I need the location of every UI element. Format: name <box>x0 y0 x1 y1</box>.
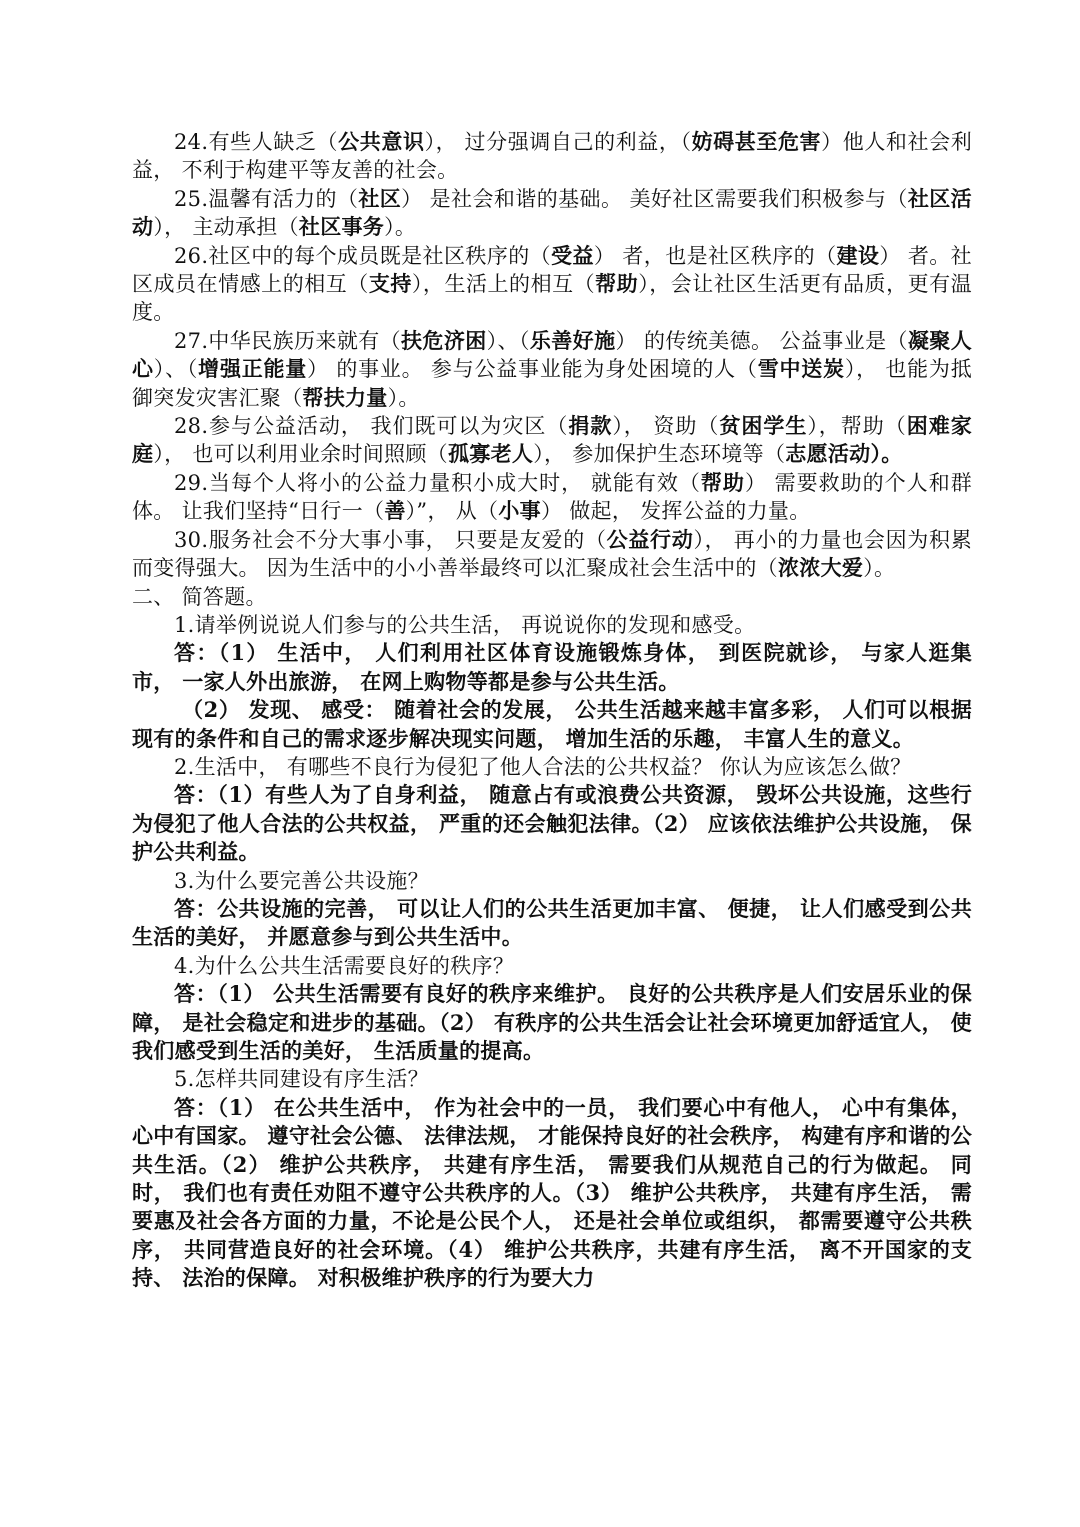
text-run: ）。 <box>387 385 420 410</box>
answer-blank: 捐款 <box>568 413 613 439</box>
answer-blank: 帮扶力量 <box>302 384 388 410</box>
text-run: ）， 资助（ <box>612 414 720 439</box>
answer-4: 答：（1） 公共生活需要有良好的秩序来维护。 良好的公共秩序是人们安居乐业的保障， 是社会稳定和进步的基础。（2） 有秩序的公共生活会让社会环境更加舒适宜人， 使我们感受到生活的美好， 生活质量的提高。 <box>132 981 972 1063</box>
document-page <box>132 128 972 1293</box>
fill-item-24 <box>132 128 972 185</box>
answer-blank: 困难家庭 <box>132 413 973 467</box>
question-3: 3.为什么要完善公共设施？ <box>174 868 429 893</box>
text-run: ）。 <box>863 556 896 581</box>
text-run: ） 的传统美德。 公益事业是（ <box>615 328 908 353</box>
fill-item-25 <box>132 185 972 242</box>
answer-blank: 受益 <box>551 242 594 268</box>
text-run: ）”， 从（ <box>405 499 499 524</box>
fill-item-28 <box>132 412 972 469</box>
text-run: ） 者。社区成员在情感上的相互（ <box>132 243 972 297</box>
text-run: 29.当每个人将小的公益力量积小成大时， 就能有效（ <box>174 470 701 495</box>
answer-blank: 帮助 <box>700 469 745 495</box>
text-run: ），生活上的相互（ <box>411 272 596 297</box>
section-heading: 二、 简答题。 <box>132 584 267 609</box>
answer-blank: 扶危济困 <box>401 327 487 353</box>
text-run: ）， 再小的力量也会因为积累而变得强大。 因为生活中的小小善举最终可以汇聚成社会生活中的（ <box>132 527 973 581</box>
question-5: 5.怎样共同建设有序生活？ <box>174 1067 429 1092</box>
text-run: ） 者，也是社区秩序的（ <box>593 243 837 268</box>
answer-blank: 乐善好施 <box>529 327 616 353</box>
answer-5: 答：（1） 在公共生活中， 作为社会中的一员， 我们要心中有他人， 心中有集体， 心中有国家。 遵守社会公德、 法律法规， 才能保持良好的社会秩序， 构建有序和谐的公共生活。（2） 维护公共秩序， 共建有序生活， 需要我们从规范自己的行为做起。 同时， 我们也有责任劝阻不遵守公共秩序的人。（3） 维护公共秩序， 共建有序生活， 需要惠及社会各方面的力量，不论是公民个人， 还是社会单位或组织， 都需要遵守公共秩序， 共同营造良好的社会环境。（4） 维护公共秩序，共建有序生活， 离不开国家的支持、 法治的保障。 对积极维护秩序的行为要大力 <box>132 1094 972 1291</box>
answer-blank: 凝聚人心 <box>132 327 973 382</box>
answer-blank: 雪中送炭 <box>757 356 845 382</box>
answer-3: 答：公共设施的完善， 可以让人们的公共生活更加丰富、 便捷， 让人们感受到公共生活的美好， 并愿意参与到公共生活中。 <box>132 895 972 950</box>
answer-blank: 贫困学生 <box>719 413 808 439</box>
text-run: ） 需要救助的个人和群体。 让我们坚持“日行一（ <box>132 470 973 524</box>
answer-blank: 公共意识 <box>338 129 425 154</box>
text-run: ）。 <box>384 215 417 240</box>
text-run: ），帮助（ <box>807 414 907 439</box>
text-run: ）、（ <box>486 328 530 353</box>
text-run: 25.温馨有活力的（ <box>174 186 359 211</box>
text-run: 30.服务社会不分大事小事， 只要是友爱的（ <box>174 527 607 552</box>
answer-blank: 小事 <box>498 498 541 524</box>
text-run: 27.中华民族历来就有（ <box>174 328 402 353</box>
text-run: ）、（ <box>153 357 199 382</box>
answer-blank: 妨碍甚至危害 <box>691 129 822 154</box>
answer-blank: 社区 <box>358 185 402 211</box>
text-run: ）他人和社会利益， 不利于构建平等友善的社会。 <box>132 130 973 183</box>
text-run: ） 的事业。 参与公益事业能为身处困境的人（ <box>307 357 758 382</box>
answer-blank: 浓浓大爱 <box>777 555 864 581</box>
text-run: 28.参与公益活动， 我们既可以为灾区（ <box>174 414 569 439</box>
answer-blank: 帮助 <box>595 271 639 297</box>
answer-2: 答：（1）有些人为了自身利益， 随意占有或浪费公共资源， 毁坏公共设施，这些行为侵犯了他人合法的公共权益， 严重的还会触犯法律。（2） 应该依法维护公共设施， 保护公共利益。 <box>132 782 972 865</box>
fill-item-27 <box>132 327 972 412</box>
question-1: 1.请举例说说人们参与的公共生活， 再说说你的发现和感受。 <box>174 612 756 637</box>
text-run: ）， 也可以利用业余时间照顾（ <box>153 442 448 467</box>
answer-blank: 社区活动 <box>132 185 972 240</box>
answer-blank: 增强正能量 <box>198 356 308 382</box>
answer-blank: 善 <box>384 498 406 524</box>
question-2: 2.生活中， 有哪些不良行为侵犯了他人合法的公共权益？ 你认为应该怎么做？ <box>174 754 912 779</box>
text-run: ） 是社会和谐的基础。 美好社区需要我们积极参与（ <box>401 186 908 211</box>
answer-blank: 社区事务 <box>298 214 385 240</box>
text-run: ） 做起， 发挥公益的力量。 <box>540 499 811 524</box>
text-run: ）， 也能为抵御突发灾害汇聚（ <box>132 357 973 410</box>
answer-blank: 建设 <box>836 242 880 268</box>
text-run: 26.社区中的每个成员既是社区秩序的（ <box>174 243 552 268</box>
answer-blank: 支持 <box>368 271 412 297</box>
answer-1-part-1: 答：（1） 生活中， 人们利用社区体育设施锻炼身体， 到医院就诊， 与家人逛集市， 一家人外出旅游， 在网上购物等都是参与公共生活。 <box>132 640 972 694</box>
text-run: ）， 参加保护生态环境等（ <box>533 442 786 467</box>
text-run: ）， 过分强调自己的利益，（ <box>424 130 692 154</box>
text-run: ）， 主动承担（ <box>153 215 299 240</box>
text-run: 24.有些人缺乏（ <box>174 130 339 154</box>
answer-1-part-2: （2） 发现、 感受： 随着社会的发展， 公共生活越来越丰富多彩， 人们可以根据现有的条件和自己的需求逐步解决现实问题， 增加生活的乐趣， 丰富人生的意义。 <box>132 697 972 751</box>
answer-blank: 公益行动 <box>606 526 694 552</box>
fill-item-30 <box>132 526 972 583</box>
answer-blank: 孤寡老人 <box>448 441 534 467</box>
fill-item-26 <box>132 242 972 327</box>
fill-item-29 <box>132 469 972 526</box>
question-4: 4.为什么公共生活需要良好的秩序？ <box>174 953 515 978</box>
text-run: ），会让社区生活更有品质，更有温度。 <box>132 272 972 325</box>
answer-blank: 志愿活动）。 <box>785 441 903 467</box>
